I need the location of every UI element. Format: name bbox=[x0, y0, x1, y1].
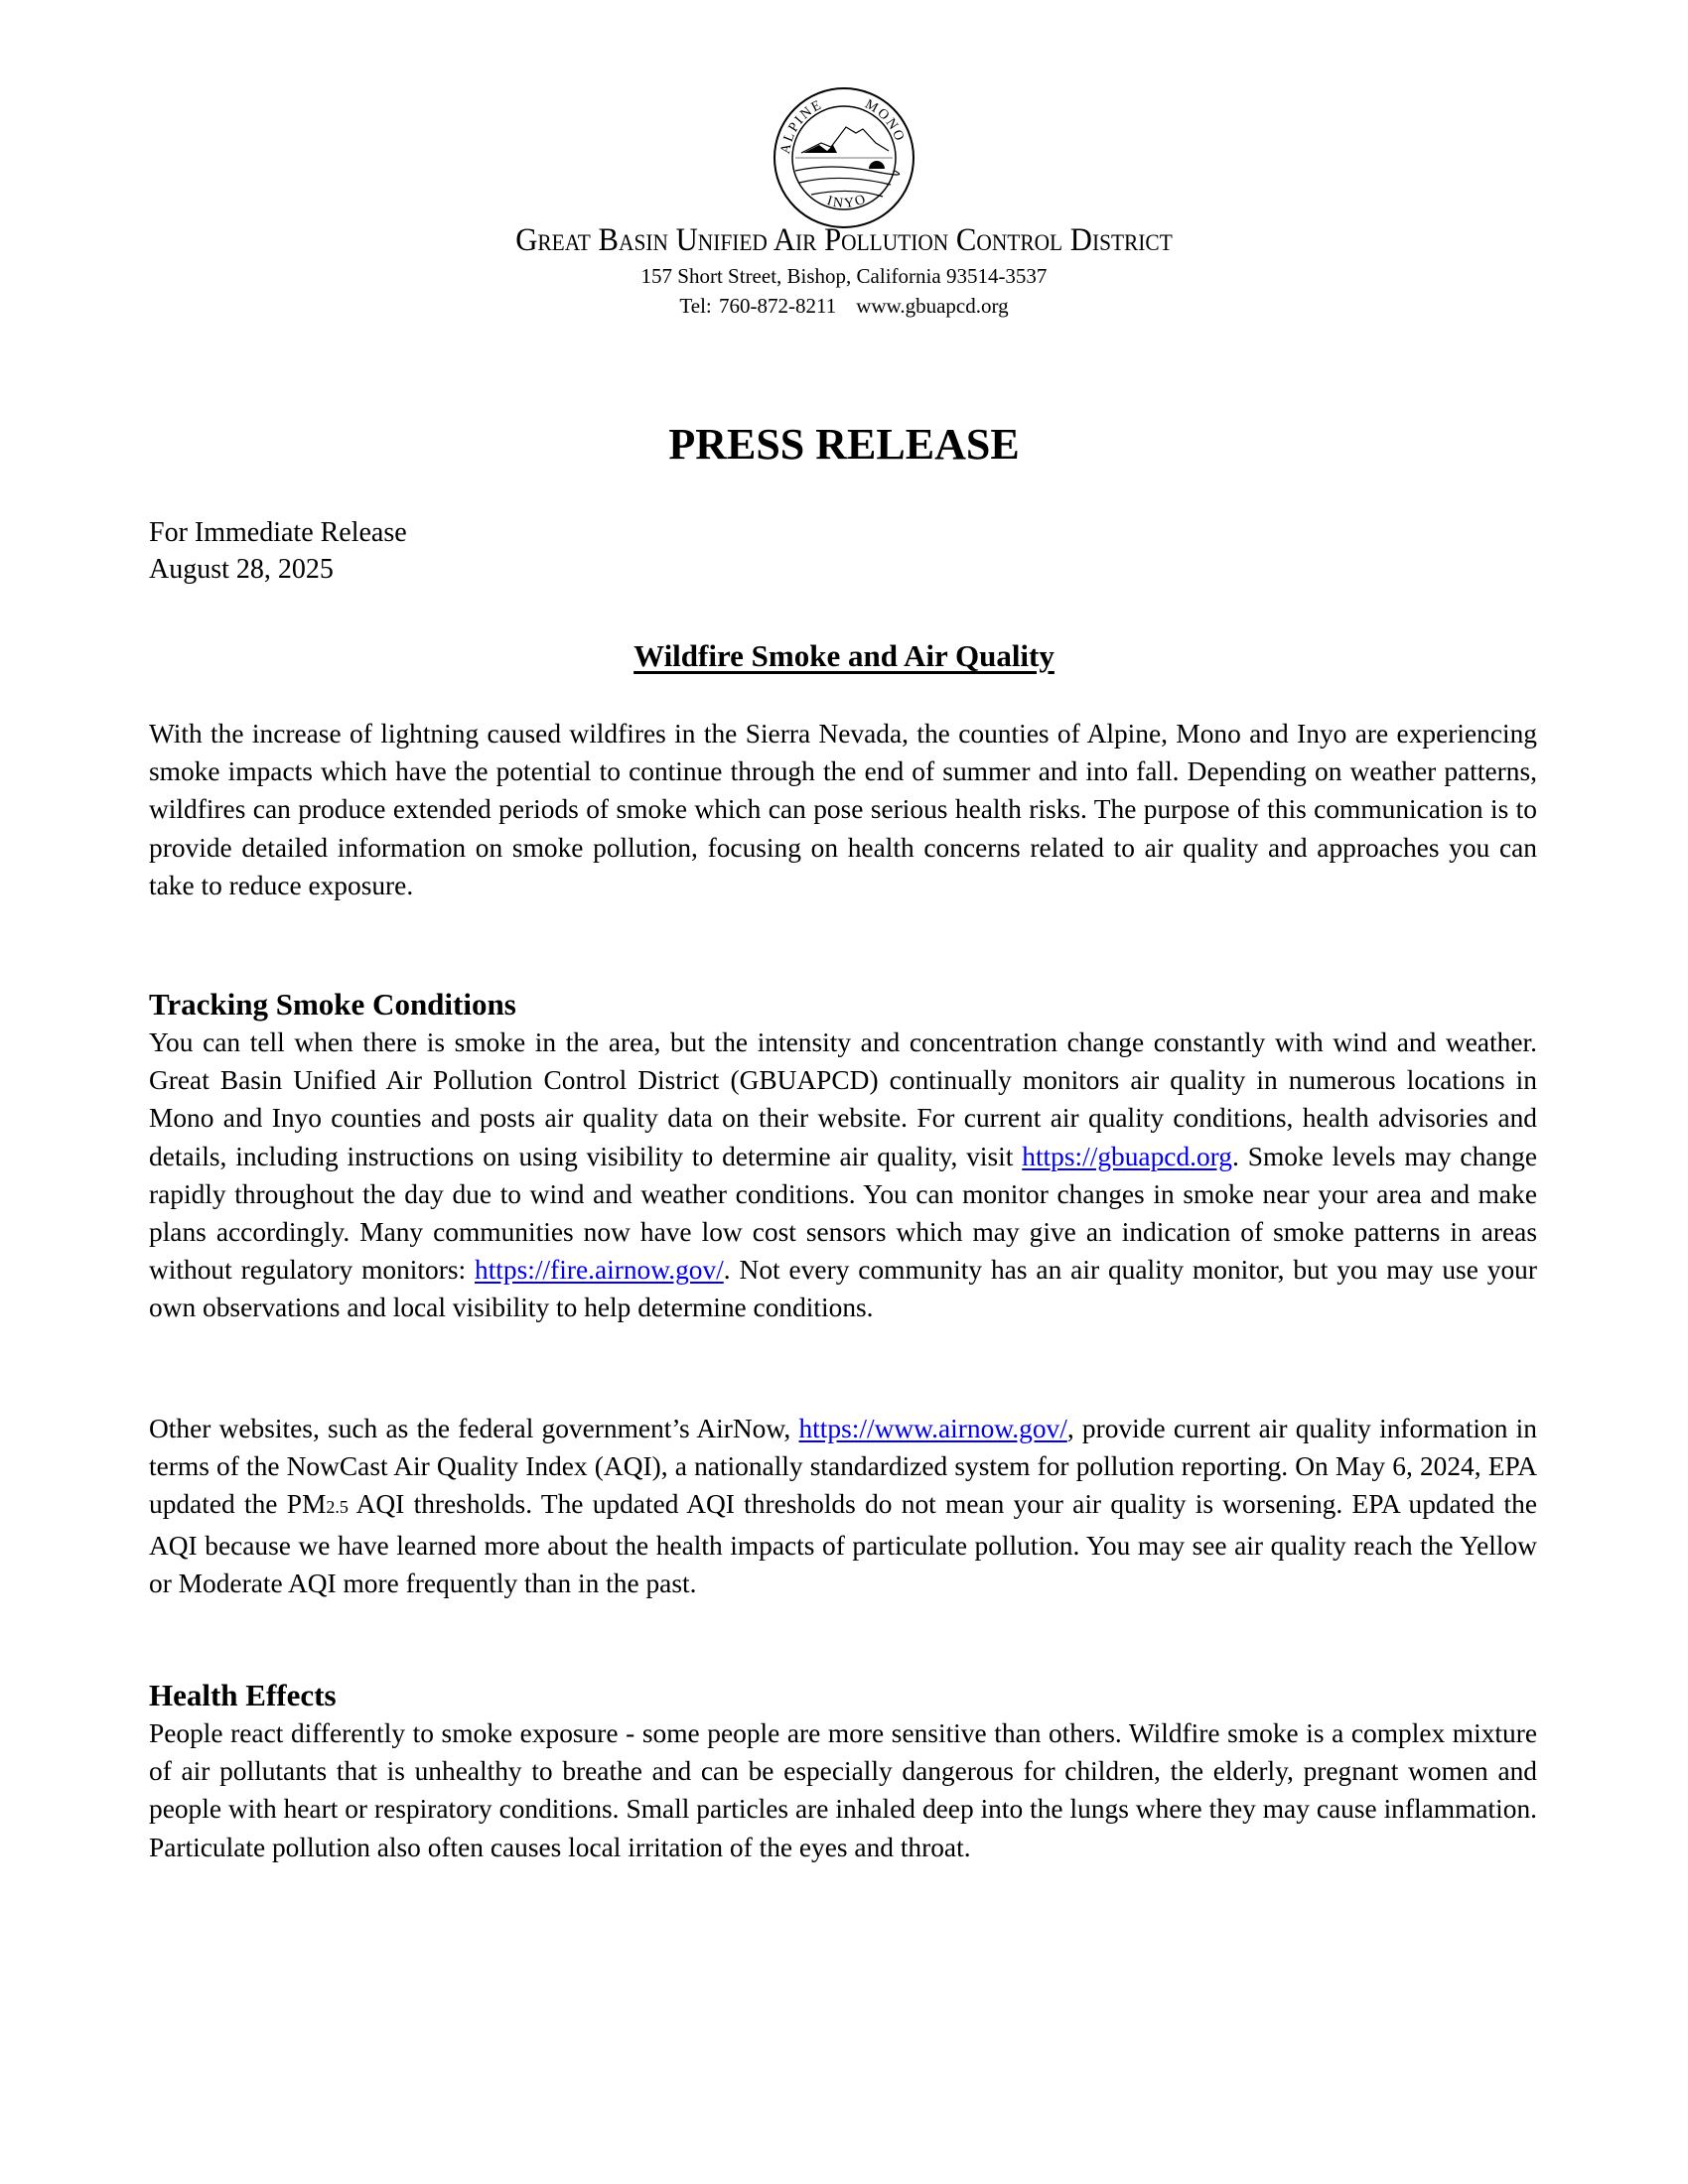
tracking-paragraph-2 bbox=[149, 1410, 1537, 1602]
organization-website: www.gbuapcd.org bbox=[856, 294, 1009, 318]
tracking-paragraph-1 bbox=[149, 1024, 1537, 1327]
organization-phone: Tel: 760-872-8211 bbox=[679, 294, 837, 318]
section-heading-health: Health Effects bbox=[149, 1678, 337, 1712]
tracking-text-1a: You can tell when there is smoke in the area, but the intensity and concentration change constantly with wind and weather. Great Basin Unified Air Pollution Control District (GBUAPCD) continually monitors air quality in numerous locations in Mono and Inyo counties and posts air quality data on their website. For current air quality conditions, health advisories and details, including instructions on using visibility to determine air quality, visit bbox=[149, 1027, 1537, 1171]
subject-heading bbox=[0, 637, 1688, 675]
intro-paragraph: With the increase of lightning caused wildfires in the Sierra Nevada, the counties of Alpine, Mono and Inyo are experiencing smoke impacts which have the potential to continue through the end of summer and into fall. Depending on weather patterns, wildfires can produce extended periods of smoke which can pose serious health risks. The purpose of this communication is to provide detailed information on smoke pollution, focusing on health concerns related to air quality and approaches you can take to reduce exposure. bbox=[149, 719, 1537, 900]
section-heading-tracking: Tracking Smoke Conditions bbox=[149, 987, 516, 1022]
link-airnow[interactable]: https://www.airnow.gov/ bbox=[798, 1414, 1067, 1443]
press-release-title: PRESS RELEASE bbox=[668, 420, 1020, 469]
release-label: For Immediate Release bbox=[149, 517, 407, 548]
district-seal-logo bbox=[772, 85, 916, 230]
subject-text: Wildfire Smoke and Air Quality bbox=[633, 638, 1055, 673]
organization-name: Great Basin Unified Air Pollution Control District bbox=[515, 222, 1173, 258]
organization-address: 157 Short Street, Bishop, California 93514-3537 bbox=[640, 264, 1048, 288]
pm-subscript: 2.5 bbox=[326, 1497, 349, 1518]
tracking-text-2c: AQI thresholds. The updated AQI thresholds do not mean your air quality is worsening. EPA updated the AQI because we have learned more about the health impacts of particulate pollution. You may see air quality reach the Yellow or Moderate AQI more frequently than in the past. bbox=[149, 1489, 1537, 1598]
tracking-text-1c: . Not every community has an air quality monitor, but you may use your own observations and local visibility to help determine conditions. bbox=[149, 1255, 1537, 1323]
tracking-text-2a: Other websites, such as the federal government’s AirNow, bbox=[149, 1414, 799, 1443]
release-info bbox=[149, 514, 407, 588]
svg-text:MONO: MONO bbox=[862, 96, 908, 145]
organization-contact bbox=[0, 292, 1688, 320]
health-paragraph: People react differently to smoke exposure - some people are more sensitive than others. Wildfire smoke is a complex mixture of air pollutants that is unhealthy to breathe and can be especially dangerous for children, the elderly, pregnant women and people with heart or respiratory conditions. Small particles are inhaled deep into the lungs where they may cause inflammation. Particulate pollution also often causes local irritation of the eyes and throat. bbox=[149, 1718, 1537, 1862]
link-gbuapcd[interactable]: https://gbuapcd.org bbox=[1022, 1141, 1233, 1171]
link-fire-airnow[interactable]: https://fire.airnow.gov/ bbox=[475, 1255, 724, 1286]
tracking-text-1b: . Smoke levels may change rapidly throughout the day due to wind and weather conditions. You can monitor changes in smoke near your area and make plans accordingly. Many communities now have low cost sensors which may give an indication of smoke patterns in areas without regulatory monitors: bbox=[149, 1141, 1537, 1286]
svg-text:ALPINE: ALPINE bbox=[777, 96, 826, 156]
tracking-text-2b: , provide current air quality information in terms of the NowCast Air Quality Index (AQI), a nationally standardized system for pollution reporting. On May 6, 2024, EPA updated the PM bbox=[149, 1414, 1537, 1520]
release-date: August 28, 2025 bbox=[149, 554, 334, 585]
svg-text:INYO: INYO bbox=[824, 191, 870, 212]
